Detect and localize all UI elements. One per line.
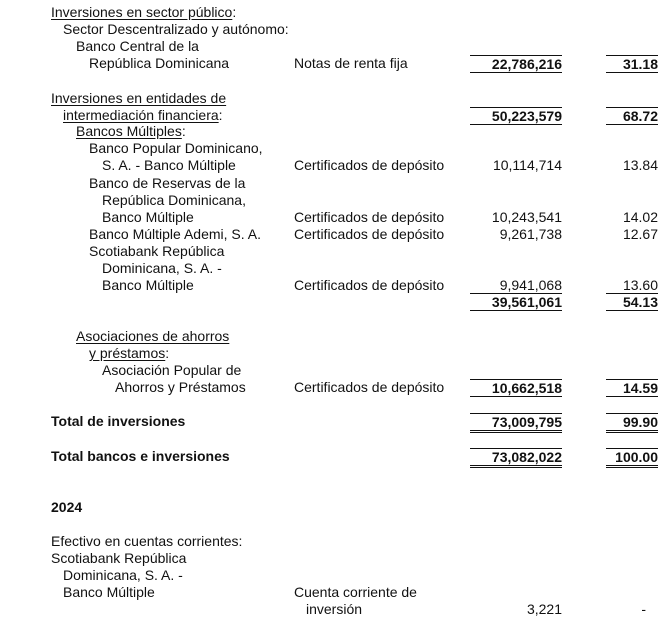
bank-scotiabank-2024-line1: Scotiabank República (51, 550, 187, 566)
pct-reservas: 14.02 (622, 209, 658, 225)
bank-popular-line1: Banco Popular Dominicano, (89, 140, 263, 156)
amount-2024: 3,221 (526, 601, 562, 617)
investment-type: Certificados de depósito (294, 209, 445, 225)
total-bancos-inversiones-amount: 73,082,022 (470, 448, 562, 468)
pct-ademi: 12.67 (622, 226, 658, 242)
asociacion-popular-line2: Ahorros y Préstamos (115, 379, 246, 395)
bank-scotiabank-2024-line2: Dominicana, S. A. - (63, 567, 183, 583)
section-financial-title-line1: Inversiones en entidades de (51, 90, 227, 106)
bank-scotiabank-2024-line3: Banco Múltiple (63, 584, 155, 600)
bank-ademi: Banco Múltiple Ademi, S. A. (89, 226, 261, 242)
amount-reservas: 10,243,541 (491, 209, 562, 225)
pct-popular: 13.84 (622, 157, 658, 173)
amount-asociacion: 10,662,518 (470, 379, 562, 397)
total-bancos-inversiones-pct: 100.00 (606, 448, 658, 468)
bank-central-line1: Banco Central de la (76, 38, 199, 54)
section-public-title: Inversiones en sector público: (51, 4, 237, 20)
bank-scotiabank-line1: Scotiabank República (89, 243, 225, 259)
amount-scotiabank: 9,941,068 (470, 277, 562, 294)
subtotal-bancos: 39,561,061 (470, 294, 562, 311)
amount-popular: 10,114,714 (492, 157, 562, 173)
bank-reservas-line2: República Dominicana, (102, 192, 246, 208)
investment-type: Certificados de depósito (294, 379, 445, 395)
amount-financial: 50,223,579 (470, 107, 562, 125)
section-financial-title-line2: intermediación financiera: (63, 107, 223, 123)
pct-asociacion: 14.59 (606, 379, 658, 397)
asociaciones-title-line1: Asociaciones de ahorros (76, 328, 230, 344)
amount-ademi: 9,261,738 (499, 226, 562, 242)
investment-type: Certificados de depósito (294, 157, 445, 173)
bank-reservas-line1: Banco de Reservas de la (89, 175, 246, 191)
pct-scotiabank: 13.60 (606, 277, 658, 294)
bank-scotiabank-line2: Dominicana, S. A. - (102, 260, 222, 276)
investment-type: Certificados de depósito (294, 277, 445, 293)
bank-central-line2: República Dominicana (89, 55, 230, 71)
subsection-descentralizado: Sector Descentralizado y autónomo: (63, 21, 289, 37)
bancos-multiples-title: Bancos Múltiples: (76, 123, 186, 139)
investment-type: Certificados de depósito (294, 226, 445, 242)
pct-financial: 68.72 (606, 107, 658, 125)
account-type-line1: Cuenta corriente de (294, 584, 417, 600)
pct-2024: - (641, 601, 646, 617)
asociacion-popular-line1: Asociación Popular de (102, 362, 242, 378)
asociaciones-title-line2: y préstamos: (89, 345, 170, 361)
bank-reservas-line3: Banco Múltiple (102, 209, 194, 225)
year-heading: 2024 (51, 499, 83, 515)
total-bancos-inversiones-label: Total bancos e inversiones (51, 448, 230, 464)
efectivo-label: Efectivo en cuentas corrientes: (51, 533, 243, 549)
bank-popular-line2: S. A. - Banco Múltiple (102, 157, 236, 173)
pct-public: 31.18 (606, 55, 658, 73)
investment-type: Notas de renta fija (294, 55, 408, 71)
amount-public: 22,786,216 (470, 55, 562, 73)
total-inversiones-label: Total de inversiones (51, 413, 186, 429)
total-inversiones-pct: 99.90 (606, 413, 658, 433)
subtotal-bancos-pct: 54.13 (606, 294, 658, 311)
account-type-line2: inversión (306, 601, 363, 617)
bank-scotiabank-line3: Banco Múltiple (102, 277, 194, 293)
total-inversiones-amount: 73,009,795 (470, 413, 562, 433)
